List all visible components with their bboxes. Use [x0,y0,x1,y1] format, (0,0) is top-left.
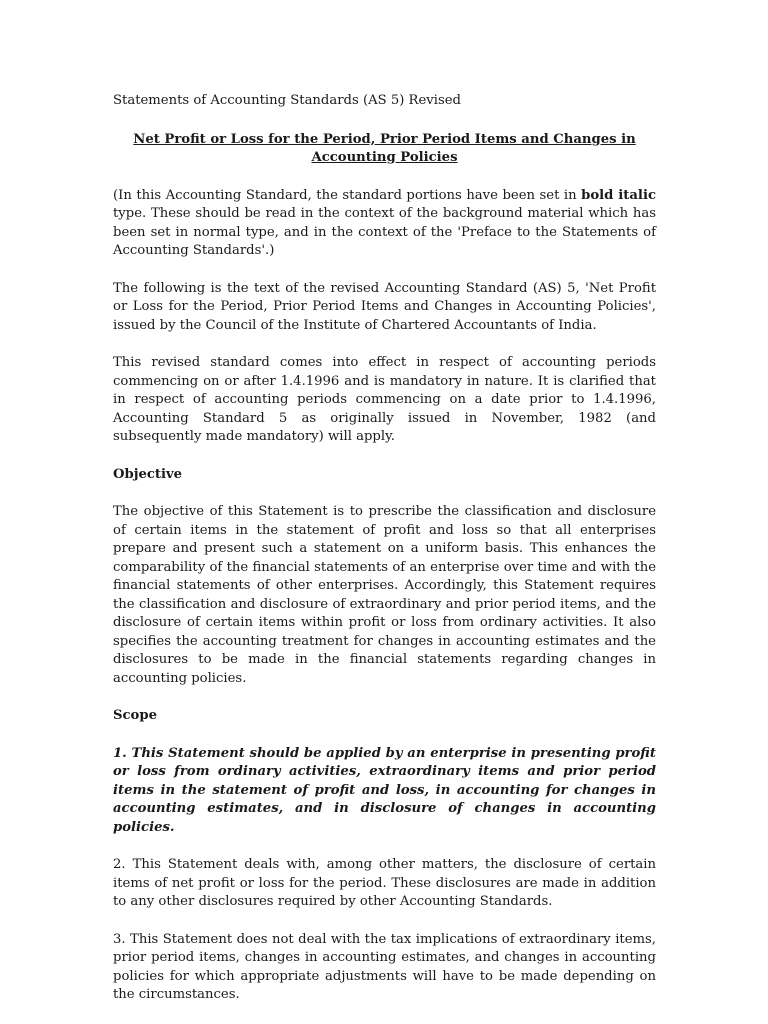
text-paragraph: The following is the text of the revised Accounting Standard (AS) 5, 'Net Profit or Loss for the Period, Prior Period Items and Changes in Accounting Policies', issued by the Council of the Institute of Chartered Accountants of India. [113,280,656,333]
scope-paragraph-2: 2. This Statement deals with, among other matters, the disclosure of certain items of net profit or loss for the period. These disclosures are made in addition to any other disclosures required by other Accounting Standards. [113,857,656,909]
effect-paragraph: This revised standard comes into effect in respect of accounting periods commencing on or after 1.4.1996 and is mandatory in nature. It is clarified that in respect of accounting periods commencing on a date prior to 1.4.1996, Accounting Standard 5 as originally issued in November, 1982 (and subsequently made mandatory) will apply. [113,355,656,444]
intro-text-after: type. These should be read in the context of the background material which has been set in normal type, and in the context of the 'Preface to the Statements of Accounting Standards'.) [113,206,656,258]
intro-paragraph [113,187,656,261]
objective-paragraph: The objective of this Statement is to prescribe the classification and disclosure of certain items in the statement of profit and loss so that all enterprises prepare and present such a statement on a uniform basis. This enhances the comparability of the financial statements of an enterprise over time and with the financial statements of other enterprises. Accordingly, this Statement requires the classification and disclosure of extraordinary and prior period items, and the disclosure of certain items within profit or loss from ordinary activities. It also specifies the accounting treatment for changes in accounting estimates and the disclosures to be made in the financial statements regarding changes in accounting policies. [113,504,656,686]
scope-paragraph-3: 3. This Statement does not deal with the tax implications of extraordinary items, prior period items, changes in accounting estimates, and changes in accounting policies for which appropriate adjustments will have to be made depending on the circumstances. [113,931,656,1002]
intro-emphasis: bold italic [581,187,656,203]
document-title: Net Profit or Loss for the Period, Prior Period Items and Changes in Accounting Policies [133,131,636,165]
objective-heading: Objective [113,466,183,482]
scope-paragraph-1: 1. This Statement should be applied by an enterprise in presenting profit or loss from ordinary activities, extraordinary items and prior period items in the statement of profit and loss, in accounting for changes in accounting estimates, and in disclosure of changes in accounting policies. [113,745,656,835]
scope-heading: Scope [113,708,157,723]
document-header: Statements of Accounting Standards (AS 5) Revised [113,93,461,108]
intro-text-before: (In this Accounting Standard, the standard portions have been set in [113,187,582,203]
